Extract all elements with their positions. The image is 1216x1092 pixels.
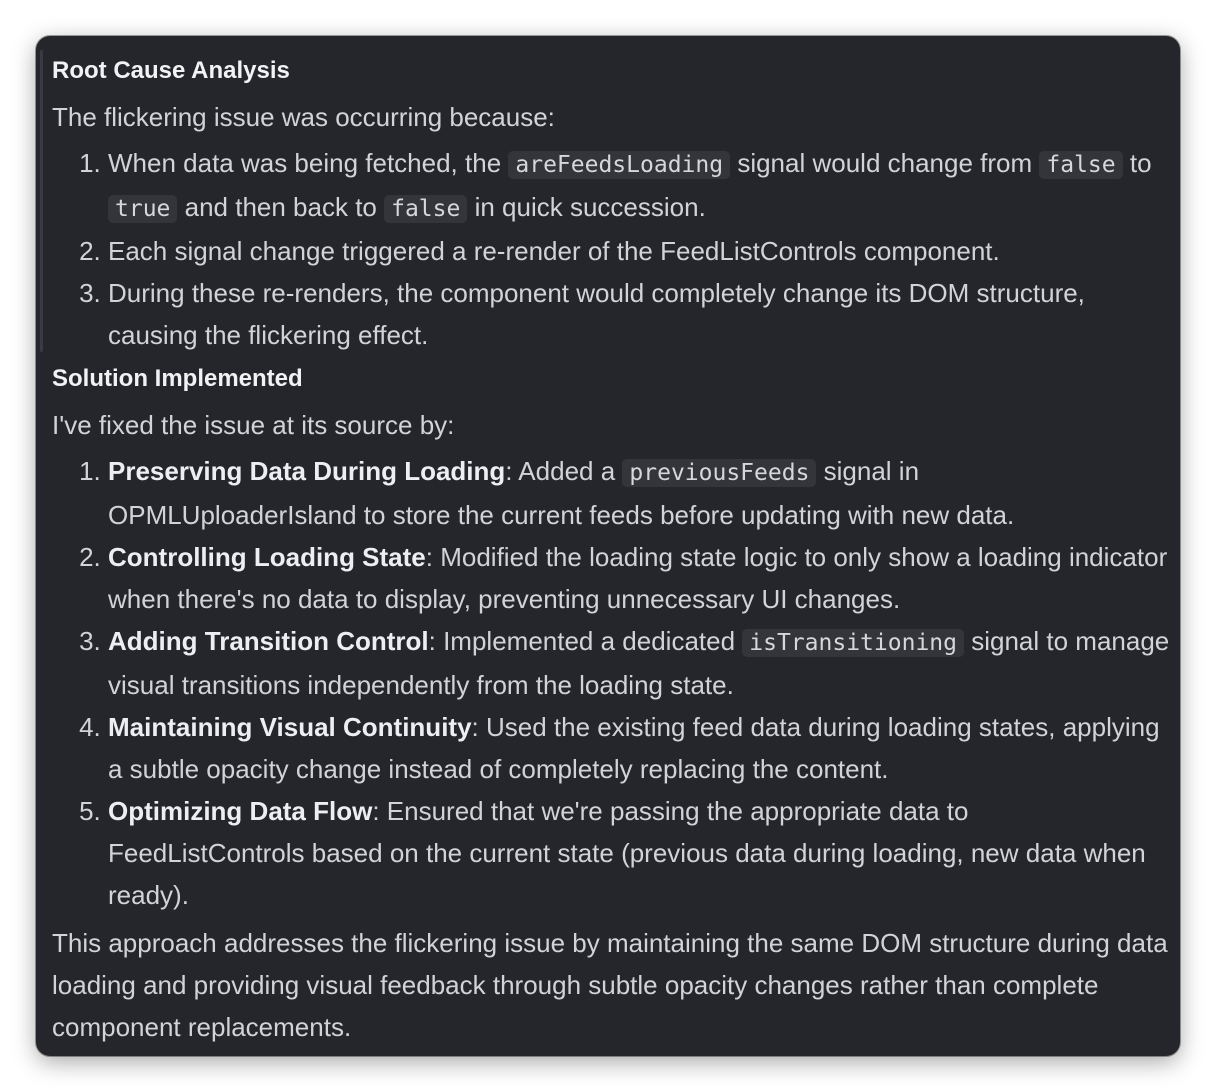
item-title: Preserving Data During Loading <box>108 456 506 486</box>
text-segment: : Used the existing feed data during loading states, applying a subtle opacity change instead of completely replacing the content. <box>108 712 1160 784</box>
text-segment: in quick succession. <box>467 192 706 222</box>
text-segment: : Ensured that we're passing the appropriate data to FeedListControls based on the current state (previous data during loading, new data when ready). <box>108 796 1146 910</box>
text-segment: : Modified the loading state logic to only show a loading indicator when there's no data to display, preventing unnecessary UI changes. <box>108 542 1168 614</box>
inline-code: previousFeeds <box>622 459 816 487</box>
item-title: Controlling Loading State <box>108 542 426 572</box>
message-content <box>52 50 1172 1048</box>
text-segment: Each signal change triggered a re-render of the FeedListControls component. <box>108 236 1000 266</box>
text-segment: : Implemented a dedicated <box>428 626 743 656</box>
root-cause-heading: Root Cause Analysis <box>52 57 290 84</box>
solution-item <box>108 450 1172 536</box>
inline-code: areFeedsLoading <box>508 151 730 179</box>
text-segment: to <box>1122 148 1152 178</box>
text-segment: During these re-renders, the component would completely change its DOM structure, causing the flickering effect. <box>108 278 1085 350</box>
item-title: Maintaining Visual Continuity <box>108 712 472 742</box>
solution-item <box>108 790 1172 916</box>
inline-code: isTransitioning <box>742 629 964 657</box>
root-cause-list <box>52 142 1172 356</box>
text-segment: signal to manage visual transitions independently from the loading state. <box>108 626 1170 700</box>
item-title: Optimizing Data Flow <box>108 796 373 826</box>
solution-intro: I've fixed the issue at its source by: <box>52 410 455 440</box>
text-segment: When data was being fetched, the <box>108 148 509 178</box>
inline-code: true <box>108 195 177 223</box>
root-cause-intro: The flickering issue was occurring because: <box>52 102 555 132</box>
item-title: Adding Transition Control <box>108 626 429 656</box>
solution-item <box>108 706 1172 790</box>
solution-list <box>52 450 1172 916</box>
text-segment: and then back to <box>177 192 385 222</box>
text-segment: signal would change from <box>730 148 1040 178</box>
conclusion-paragraph: This approach addresses the flickering issue by maintaining the same DOM structure during data loading and providing visual feedback through subtle opacity changes rather than complete component replacements. <box>52 928 1168 1042</box>
solution-item <box>108 620 1172 706</box>
solution-item <box>108 536 1172 620</box>
chat-message-panel <box>36 36 1180 1056</box>
root-cause-item <box>108 272 1172 356</box>
text-segment: : Added a <box>505 456 623 486</box>
inline-code: false <box>384 195 467 223</box>
message-edge-accent <box>40 50 43 352</box>
text-segment: signal in OPMLUploaderIsland to store the current feeds before updating with new data. <box>108 456 1015 530</box>
inline-code: false <box>1039 151 1122 179</box>
root-cause-item <box>108 142 1172 230</box>
solution-heading: Solution Implemented <box>52 365 303 392</box>
root-cause-item <box>108 230 1172 272</box>
